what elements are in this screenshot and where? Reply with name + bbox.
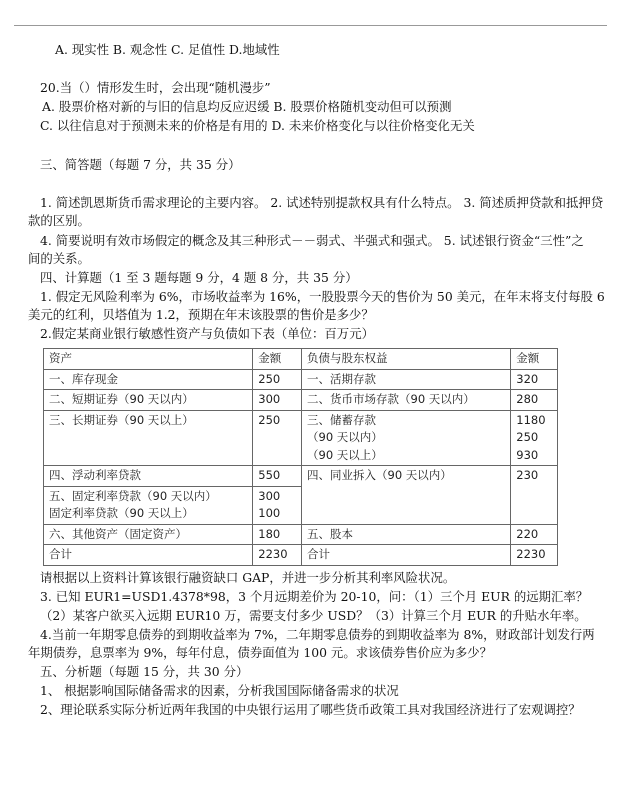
section4-q2-prompt: 请根据以上资料计算该银行融资缺口 GAP，并进一步分析其利率风险状况。 [40,570,456,585]
table-cell [302,410,511,466]
table-cell [44,486,253,524]
section5-q1: 1、 根据影响国际储备需求的因素，分析我国国际储备需求的状况 [40,683,399,698]
table-row [44,524,558,545]
section5-q2: 2、理论联系实际分析近两年我国的中央银行运用了哪些货币政策工具对我国经济进行了宏观调控？ [40,702,581,717]
table-header: 金额 [253,349,302,370]
section4-q3: 3. 已知 EUR1=USD1.4378*98，3 个月远期差价为 20-10，问：（1）三个月 EUR 的远期汇率？ [40,589,589,604]
cell-line: 1180 [516,412,546,427]
section3-line: 间的关系。 [28,251,90,266]
section3-line: 4. 简要说明有效市场假定的概念及其三种形式－－弱式、半强式和强式。 5. 试述银行资金“三性”之 [40,233,584,248]
section3-line: 1. 简述凯恩斯货币需求理论的主要内容。 2. 试述特别提款权具有什么特点。 3. 简述质押贷款和抵押贷 [40,195,604,210]
table-total-row [44,545,558,566]
table-cell: 250 [253,369,302,390]
table-header: 资产 [44,349,253,370]
table-cell [253,486,302,524]
table-row [44,369,558,390]
q20-options-ab: A. 股票价格对新的与旧的信息均反应迟缓 B. 股票价格随机变动但可以预测 [42,99,452,114]
table-header: 负债与股东权益 [302,349,511,370]
cell-line: 固定利率贷款（90 天以上） [49,506,194,520]
table-cell: 300 [253,390,302,411]
cell-line: 930 [516,447,539,462]
table-cell: 550 [253,466,302,487]
header-rule [14,25,607,26]
table-header-row [44,349,558,370]
table-cell: 合计 [302,545,511,566]
table-row [44,410,558,466]
table-cell: 180 [253,524,302,545]
table-row [44,390,558,411]
section3-line: 款的区别。 [28,213,90,228]
q20-stem: 20.当（）情形发生时，会出现“随机漫步” [40,80,271,95]
table-cell: 250 [253,410,302,466]
cell-line: 250 [516,430,539,444]
table-row [44,466,558,487]
table-cell: 二、短期证券（90 天以内） [44,390,253,411]
section4-title: 四、计算题（1 至 3 题每题 9 分，4 题 8 分，共 35 分） [40,270,358,285]
section5-title: 五、分析题（每题 15 分，共 30 分） [40,664,249,679]
table-cell: 五、股本 [302,524,511,545]
cell-line: （90 天以内） [307,430,383,444]
table-cell: 四、浮动利率贷款 [44,466,253,487]
table-cell: 合计 [44,545,253,566]
table-cell: 六、其他资产（固定资产） [44,524,253,545]
table-cell: 320 [511,369,558,390]
cell-line: （90 天以上） [307,447,383,462]
section4-q2: 2.假定某商业银行敏感性资产与负债如下表（单位：百万元） [40,326,374,341]
table-cell: 一、库存现金 [44,369,253,390]
section4-q4: 4.当前一年期零息债券的到期收益率为 7%，二年期零息债券的到期收益率为 8%，财政部计划发行两 [40,627,595,642]
table-cell [511,410,558,466]
cell-line: 100 [258,506,281,520]
table-cell: 2230 [511,545,558,566]
section3-title: 三、简答题（每题 7 分，共 35 分） [40,157,241,172]
section4-q1: 1. 假定无风险利率为 6%，市场收益率为 16%，一股股票今天的售价为 50 美元，在年末将支付每股 6 [40,289,605,304]
table-cell: 230 [511,466,558,525]
table-cell: 220 [511,524,558,545]
table-cell: 四、同业拆入（90 天以内） [302,466,511,525]
cell-line: 300 [258,488,281,503]
table-cell: 三、长期证券（90 天以上） [44,410,253,466]
cell-line: 五、固定利率贷款（90 天以内） [49,488,217,503]
q19-options: A. 现实性 B. 观念性 C. 足值性 D.地域性 [55,42,280,57]
table-header: 金额 [511,349,558,370]
table-cell: 280 [511,390,558,411]
table-cell: 2230 [253,545,302,566]
table-cell: 二、货币市场存款（90 天以内） [302,390,511,411]
section4-q4: 年期债券，息票率为 9%，每年付息，债券面值为 100 元。求该债券售价应为多少？ [28,645,493,660]
section4-q1: 美元的红利，贝塔值为 1.2，预期在年末该股票的售价是多少？ [28,307,374,322]
balance-table [43,348,558,566]
cell-line: 三、储蓄存款 [307,412,376,427]
section4-q3: （2）某客户欲买入远期 EUR10 万，需要支付多少 USD？（3）计算三个月 EUR 的升贴水年率。 [40,608,587,623]
table-cell: 一、活期存款 [302,369,511,390]
q20-options-cd: C. 以往信息对于预测未来的价格是有用的 D. 未来价格变化与以往价格变化无关 [40,118,475,133]
